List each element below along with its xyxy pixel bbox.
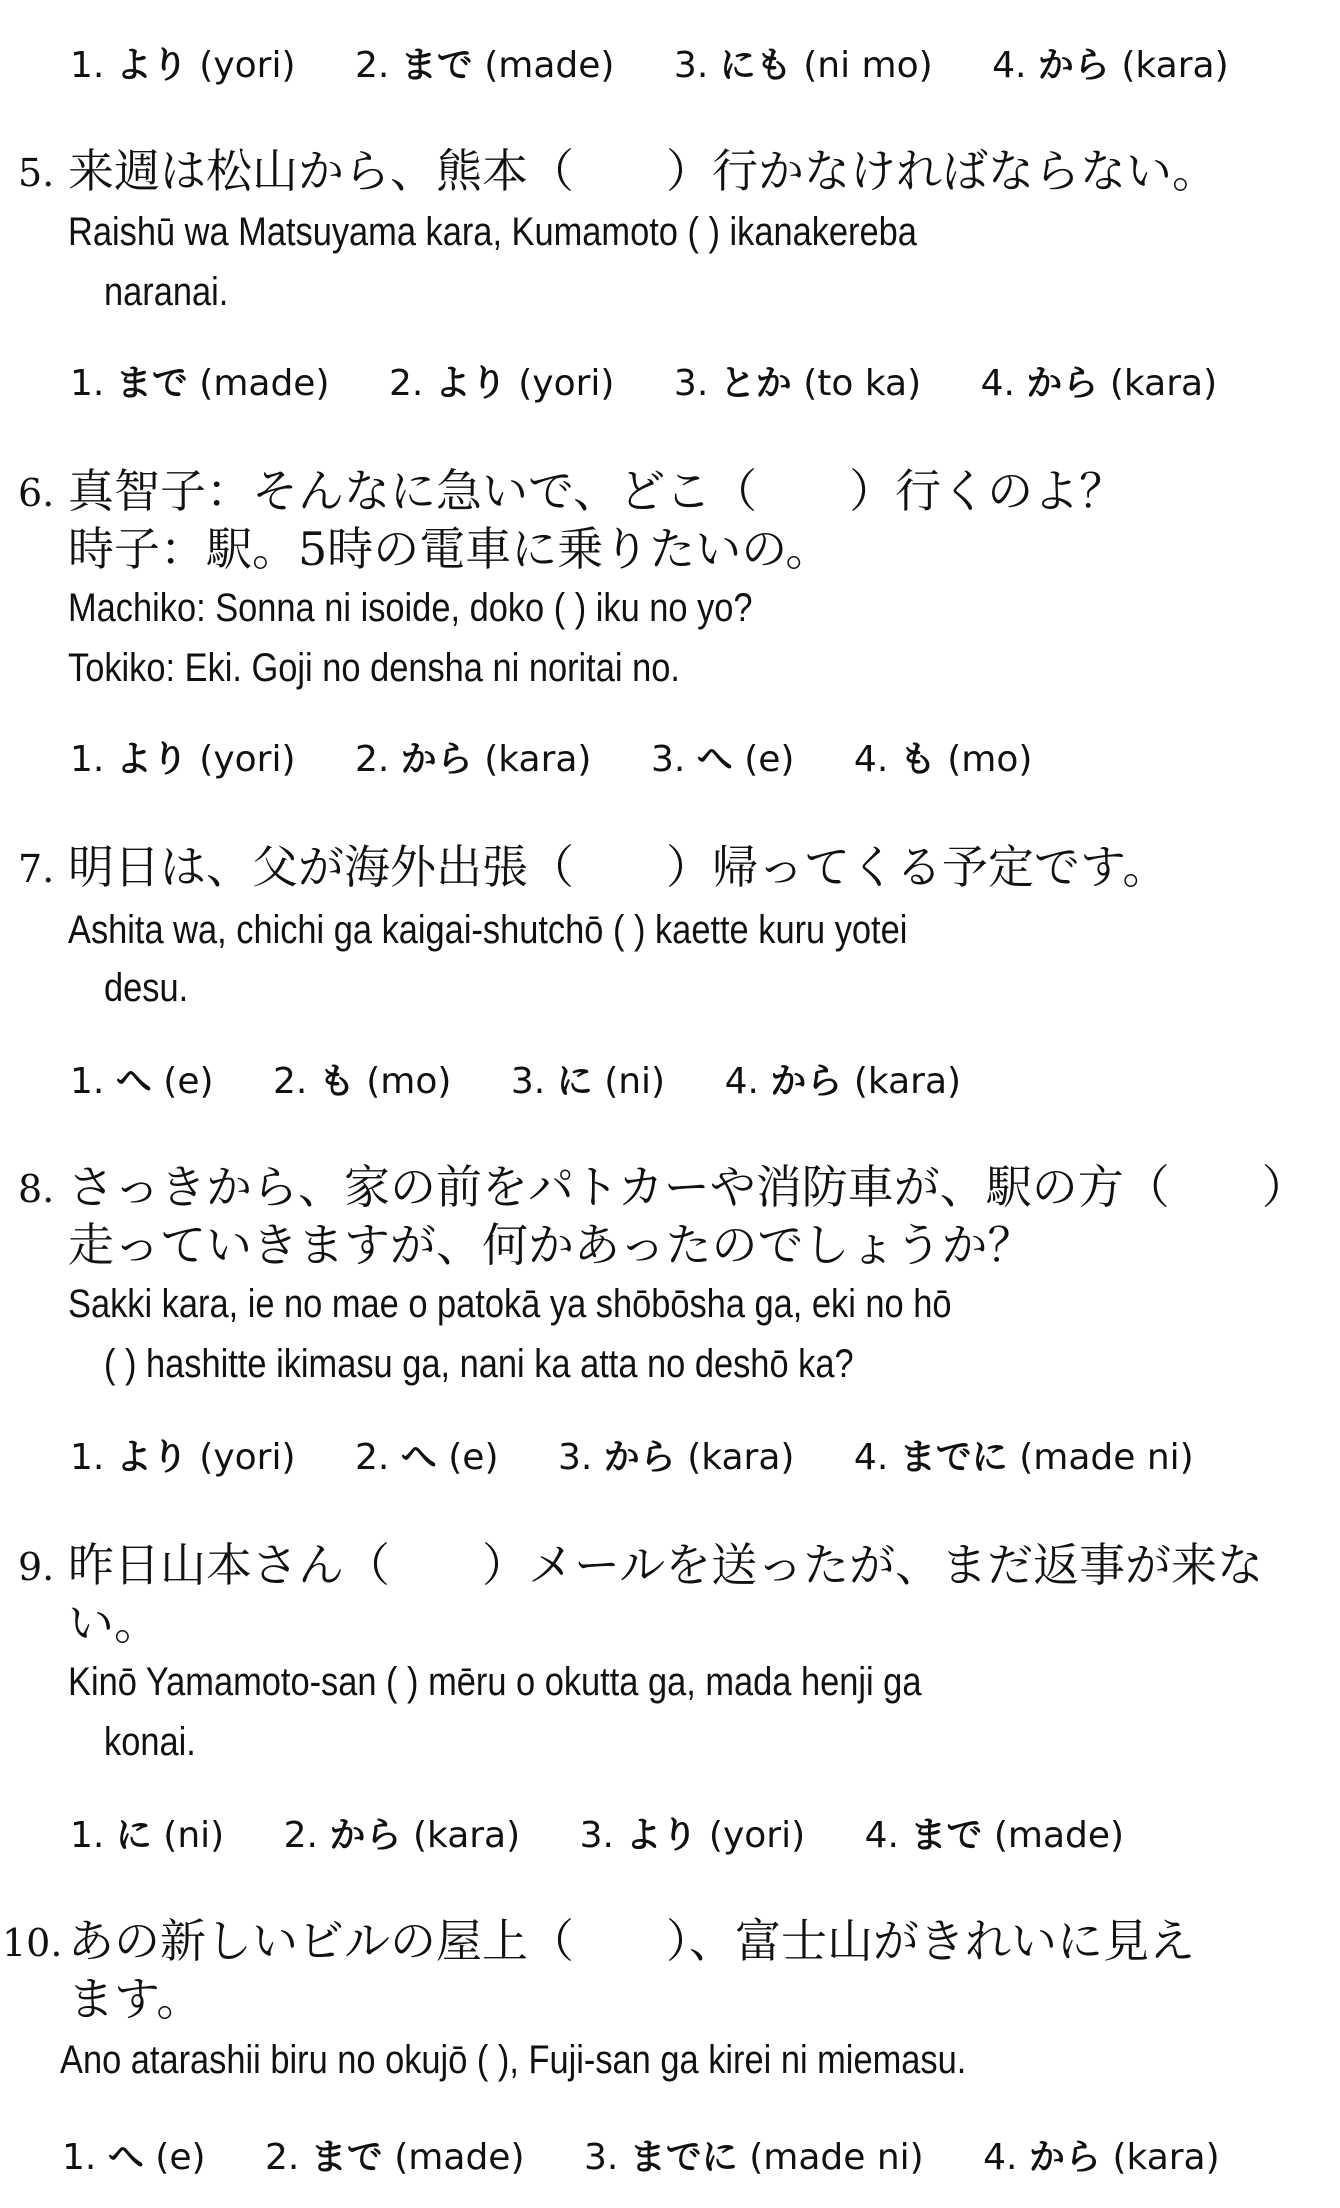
question-10-choices [62, 2137, 1268, 2178]
choice: 4. から (kara) [992, 45, 1229, 86]
question-romaji: desu. [104, 966, 189, 1010]
choice: 2. まで (made) [264, 2137, 525, 2178]
question-romaji: Sakki kara, ie no mae o patokā ya shōbōsha ga, eki no hō [68, 1282, 952, 1326]
choice: 4. から (kara) [983, 2137, 1220, 2178]
choice: 2. まで (made) [354, 45, 615, 86]
choice: 1. へ (e) [62, 2137, 206, 2178]
question-number: 10. [2, 1921, 63, 1965]
choice: 4. から (kara) [980, 363, 1218, 404]
question-romaji: Raishū wa Matsuyama kara, Kumamoto ( ) ikanakereba [68, 210, 917, 254]
choice: 3. より (yori) [579, 1815, 806, 1856]
choice: 2. へ (e) [354, 1437, 499, 1478]
question-japanese: 明日は、父が海外出張（ ）帰ってくる予定です。 [68, 840, 1169, 894]
question-number: 6. [18, 471, 55, 515]
choice: 3. から (kara) [557, 1437, 795, 1478]
question-romaji: konai. [104, 1720, 196, 1764]
choice: 1. より (yori) [70, 45, 296, 86]
choice: 1. へ (e) [70, 1061, 214, 1102]
question-romaji: Tokiko: Eki. Goji no densha ni noritai no. [68, 646, 680, 690]
choice: 4. まで (made) [864, 1815, 1125, 1856]
question-5-choices [70, 363, 1265, 404]
choice: 2. から (kara) [354, 739, 592, 780]
choice: 4. から (kara) [724, 1061, 962, 1102]
question-number: 5. [18, 151, 55, 195]
question-japanese: 来週は松山から、熊本（ ）行かなければならない。 [68, 144, 1218, 198]
choice: 4. までに (made ni) [853, 1437, 1194, 1478]
question-japanese: ます。 [68, 1972, 203, 2026]
question-7-choices [70, 1061, 1009, 1102]
question-9-choices [70, 1815, 1172, 1856]
question-japanese: い。 [68, 1596, 160, 1650]
choice: 1. より (yori) [70, 739, 296, 780]
choice: 3. へ (e) [650, 739, 795, 780]
choice: 3. までに (made ni) [583, 2137, 924, 2178]
choice: 3. とか (to ka) [673, 363, 922, 404]
choice: 4. も (mo) [853, 739, 1033, 780]
question-number: 9. [18, 1545, 55, 1589]
question-8-choices [70, 1437, 1242, 1478]
question-romaji: Ashita wa, chichi ga kaigai-shutchō ( ) kaette kuru yotei [68, 908, 908, 952]
choice: 1. より (yori) [70, 1437, 296, 1478]
question-japanese: 時子：駅。5時の電車に乗りたいの。 [68, 522, 832, 576]
choice: 3. に (ni) [510, 1061, 666, 1102]
question-romaji: Ano atarashii biru no okujō ( ), Fuji-san ga kirei ni miemasu. [60, 2038, 967, 2082]
item-4-choices [70, 45, 1277, 86]
question-number: 7. [18, 847, 55, 891]
question-japanese: 真智子：そんなに急いで、どこ（ ）行くのよ？ [68, 464, 1126, 518]
question-number: 8. [18, 1167, 55, 1211]
question-romaji: Kinō Yamamoto-san ( ) mēru o okutta ga, mada henji ga [68, 1660, 922, 1704]
question-romaji: ( ) hashitte ikimasu ga, nani ka atta no deshō ka? [104, 1342, 854, 1386]
question-japanese: 走っていきますが、何かあったのでしょうか？ [68, 1218, 1034, 1272]
choice: 2. も (mo) [272, 1061, 452, 1102]
choice: 3. にも (ni mo) [673, 45, 933, 86]
question-romaji: naranai. [104, 270, 229, 314]
choice: 1. まで (made) [70, 363, 330, 404]
question-6-choices [70, 739, 1080, 780]
choice: 2. から (kara) [283, 1815, 521, 1856]
question-romaji: Machiko: Sonna ni isoide, doko ( ) iku no yo? [68, 586, 753, 630]
question-japanese: あの新しいビルの屋上（ ）、富士山がきれいに見え [68, 1914, 1195, 1968]
choice: 1. に (ni) [70, 1815, 225, 1856]
choice: 2. より (yori) [388, 363, 615, 404]
question-japanese: さっきから、家の前をパトカーや消防車が、駅の方（ ） [68, 1160, 1308, 1214]
question-japanese: 昨日山本さん（ ）メールを送ったが、まだ返事が来な [68, 1538, 1264, 1592]
